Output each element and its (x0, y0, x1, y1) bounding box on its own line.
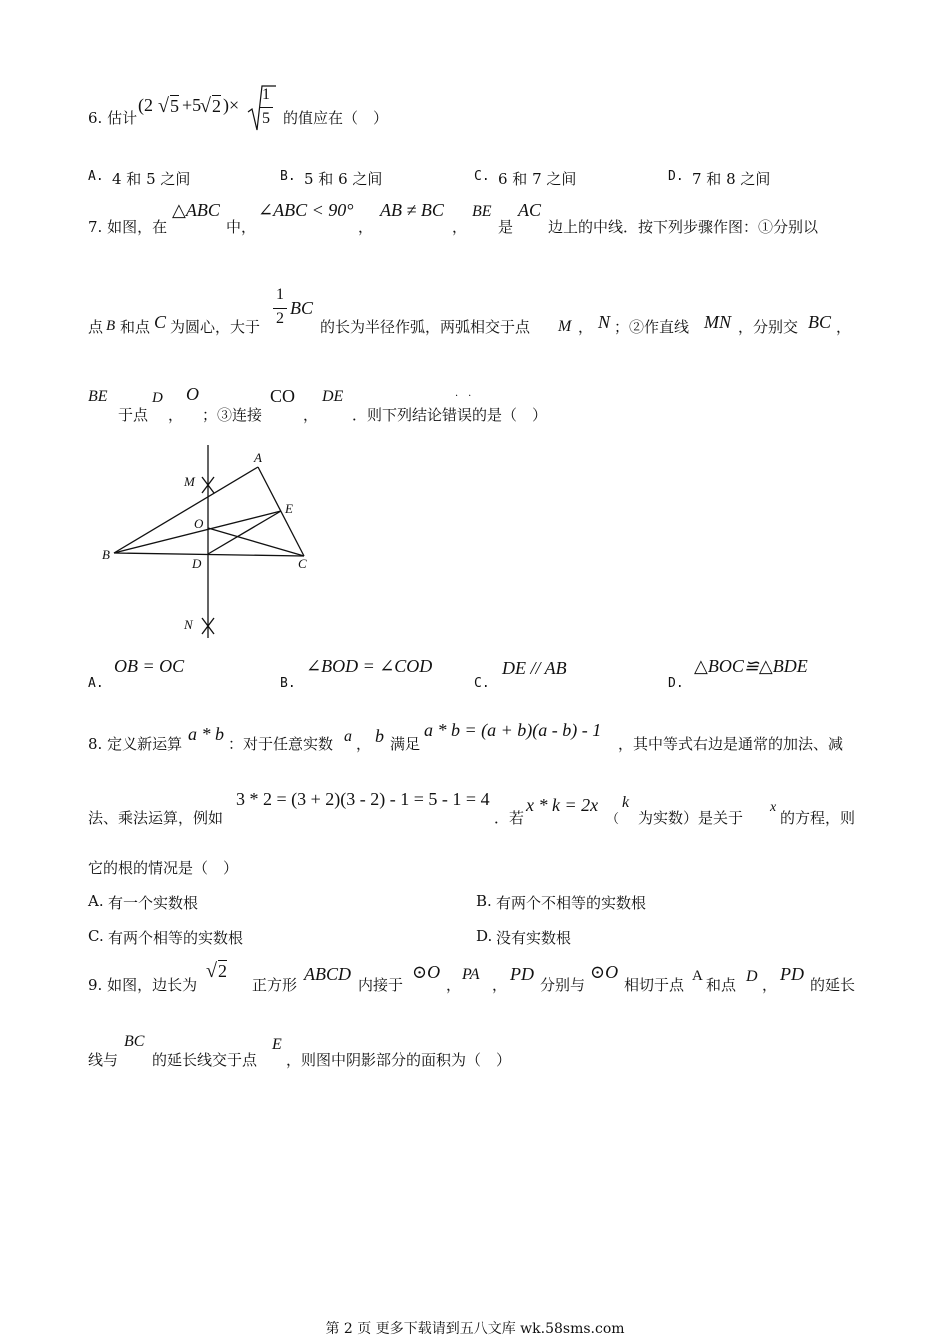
q6-prefix: 6. 估计 (88, 109, 138, 127)
q7-text: ；③连接 (202, 406, 263, 424)
q7-option-a-expr: OB = OC (114, 656, 185, 676)
q7-text: ， (836, 318, 852, 336)
q9-text: ，则图中阴影部分的面积为（ ） (286, 1051, 512, 1069)
q7-option-c-expr: DE // AB (502, 658, 567, 678)
q6-option-d-text: 7 和 8 之间 (692, 170, 771, 188)
q9-radicand: 2 (218, 961, 227, 981)
q9-text: 的延长线交于点 (152, 1051, 258, 1069)
q9-abcd: ABCD (304, 964, 351, 984)
q8-var-k: k (622, 794, 630, 811)
q8-text: 为实数）是关于 (638, 809, 744, 827)
q8-option-d-text: 没有实数根 (496, 929, 572, 947)
q7-var-d: D (152, 390, 163, 406)
q7-frac-num: 1 (276, 286, 284, 303)
q7-be: BE (472, 203, 492, 220)
q9-text: ， (492, 976, 508, 994)
q7-text: ， (168, 406, 184, 424)
q9-circle-o-2: ⊙O (590, 962, 619, 982)
q7-option-b-label: B. (280, 676, 296, 691)
q8-text: 法、乘法运算，例如 (88, 809, 224, 827)
q8-var-x: x (770, 800, 777, 815)
q7-frac-den: 2 (276, 310, 284, 327)
q7-text: 为圆心，大于 (170, 318, 261, 336)
q7-text: 于点 (118, 406, 149, 424)
q9-text: 的延长 (810, 976, 856, 994)
q6-option-c-text: 6 和 7 之间 (498, 170, 577, 188)
label-m: M (184, 474, 195, 489)
q7-number: 7. 如图，在 (88, 218, 168, 236)
q8-option-b-text: 有两个不相等的实数根 (496, 894, 647, 912)
q9-text: ， (446, 976, 462, 994)
label-b: B (102, 547, 110, 562)
q6-radicand-1: 5 (170, 96, 179, 116)
q7-var-o: O (186, 384, 199, 404)
q7-mn: MN (704, 312, 731, 332)
q6-plus: +5 (182, 95, 202, 115)
q7-bc: BC (290, 298, 314, 318)
q9-text: 9. 如图，边长为 (88, 976, 198, 994)
q7-text: ；②作直线 (614, 318, 690, 336)
q7-text: 是 (498, 218, 514, 236)
q6-option-d-label: D. (668, 169, 684, 184)
q8-option-c-label: C. (88, 927, 104, 945)
q9-point-d: D (746, 968, 758, 985)
q7-figure (98, 440, 328, 645)
q6-sqrt-sign-2: √ (200, 95, 211, 117)
q7-text: 点 (88, 318, 104, 336)
q9-pa: PA (462, 966, 480, 983)
q8-text: 它的根的情况是（ ） (88, 859, 239, 877)
q7-option-d-expr: △BOC≌△BDE (694, 656, 808, 676)
q8-text: 的方程，则 (780, 809, 856, 827)
q7-text: ， (578, 318, 594, 336)
q6-option-a-label: A. (88, 169, 104, 184)
q7-be-2: BE (88, 388, 108, 405)
q7-text: ， (303, 406, 319, 424)
q6-frac-den: 5 (262, 110, 270, 127)
q7-co: CO (270, 386, 296, 406)
label-o: O (194, 516, 204, 531)
q7-text: 和点 (120, 318, 151, 336)
q7-text: ， (358, 218, 374, 236)
q7-text: ．则下列结论错误的是（ ） (352, 406, 548, 424)
q9-point-e: E (272, 1036, 282, 1053)
q8-option-a-text: 有一个实数根 (108, 894, 199, 912)
q7-option-d-label: D. (668, 676, 684, 691)
q7-ac: AC (518, 200, 542, 220)
label-n: N (184, 617, 193, 632)
q9-pd-2: PD (780, 964, 804, 984)
label-d: D (192, 556, 202, 571)
q6-suffix: 的值应在（ ） (283, 109, 389, 127)
q9-circle-o: ⊙O (412, 962, 441, 982)
q9-bc: BC (124, 1033, 145, 1050)
q6-option-c-label: C. (474, 169, 490, 184)
q8-text: ，其中等式右边是通常的加法、减 (618, 735, 844, 753)
q7-text: 边上的中线．按下列步骤作图：①分别以 (548, 218, 819, 236)
q9-text: 线与 (88, 1051, 119, 1069)
q8-option-b-label: B. (476, 892, 492, 910)
q8-equation: x * k = 2x (526, 795, 599, 815)
q8-option-c-text: 有两个相等的实数根 (108, 929, 244, 947)
q9-text: 和点 (706, 976, 737, 994)
q8-text: ：对于任意实数 (228, 735, 334, 753)
q8-example: 3 * 2 = (3 + 2)(3 - 2) - 1 = 5 - 1 = 4 (236, 789, 490, 809)
q6-option-a-text: 4 和 5 之间 (112, 170, 191, 188)
q6-expr-left: (2 (138, 95, 153, 115)
q7-de: DE (322, 388, 344, 405)
q7-frac-bar (273, 308, 287, 309)
q7-var-n: N (598, 312, 611, 332)
q8-var-b: b (375, 726, 384, 746)
q6-close-times: )× (223, 95, 240, 115)
q6-big-sqrt (246, 82, 276, 134)
q7-option-a-label: A. (88, 676, 104, 691)
q7-triangle-abc: △ABC (172, 200, 220, 220)
q8-option-d-label: D. (476, 927, 493, 945)
q8-text: （ (606, 812, 620, 827)
q6-sqrt-sign-1: √ (158, 95, 169, 117)
page-footer: 第 2 页 更多下载请到五八文库 wk.58sms.com (325, 1321, 625, 1337)
q7-var-c: C (154, 312, 167, 332)
q8-operation: a * b (188, 724, 224, 744)
q9-text: 正方形 (252, 976, 298, 994)
q7-text: 中， (226, 218, 257, 236)
q8-text: ， (356, 735, 372, 753)
q7-angle-condition: ∠ABC < 90° (258, 200, 354, 220)
q7-text: ， (452, 218, 468, 236)
q6-option-b-label: B. (280, 169, 296, 184)
segment-co (208, 528, 304, 556)
q9-pd: PD (510, 964, 534, 984)
q7-neq-condition: AB ≠ BC (380, 200, 444, 220)
q7-text: 的长为半径作弧，两弧相交于点 (320, 318, 531, 336)
q8-text: 8. 定义新运算 (88, 735, 183, 753)
label-a: A (254, 450, 262, 465)
q9-point-a: A (692, 968, 703, 984)
segment-de (208, 511, 281, 554)
q7-emphasis-dots: ·· (455, 391, 482, 402)
q6-frac-bar (259, 107, 273, 108)
q8-text: 满足 (390, 735, 421, 753)
q7-option-b-expr: ∠BOD = ∠COD (306, 656, 433, 676)
q8-var-a: a (344, 728, 352, 745)
q9-text: 相切于点 (624, 976, 685, 994)
q7-option-c-label: C. (474, 676, 490, 691)
q8-text: ．若 (494, 809, 525, 827)
q9-text: 分别与 (540, 976, 586, 994)
q7-var-m: M (558, 318, 572, 335)
q7-var-b: B (106, 318, 116, 334)
q9-text: ， (762, 976, 778, 994)
q8-option-a-label: A. (88, 892, 104, 910)
q8-definition: a * b = (a + b)(a - b) - 1 (424, 720, 602, 740)
q6-frac-num: 1 (262, 86, 270, 103)
q7-text: ，分别交 (738, 318, 799, 336)
q6-radicand-2: 2 (212, 96, 221, 116)
q7-bc-2: BC (808, 312, 832, 332)
q6-option-b-text: 5 和 6 之间 (304, 170, 383, 188)
label-e: E (285, 501, 293, 516)
label-c: C (298, 556, 307, 571)
q9-sqrt-sign: √ (206, 960, 217, 982)
q9-text: 内接于 (358, 976, 404, 994)
